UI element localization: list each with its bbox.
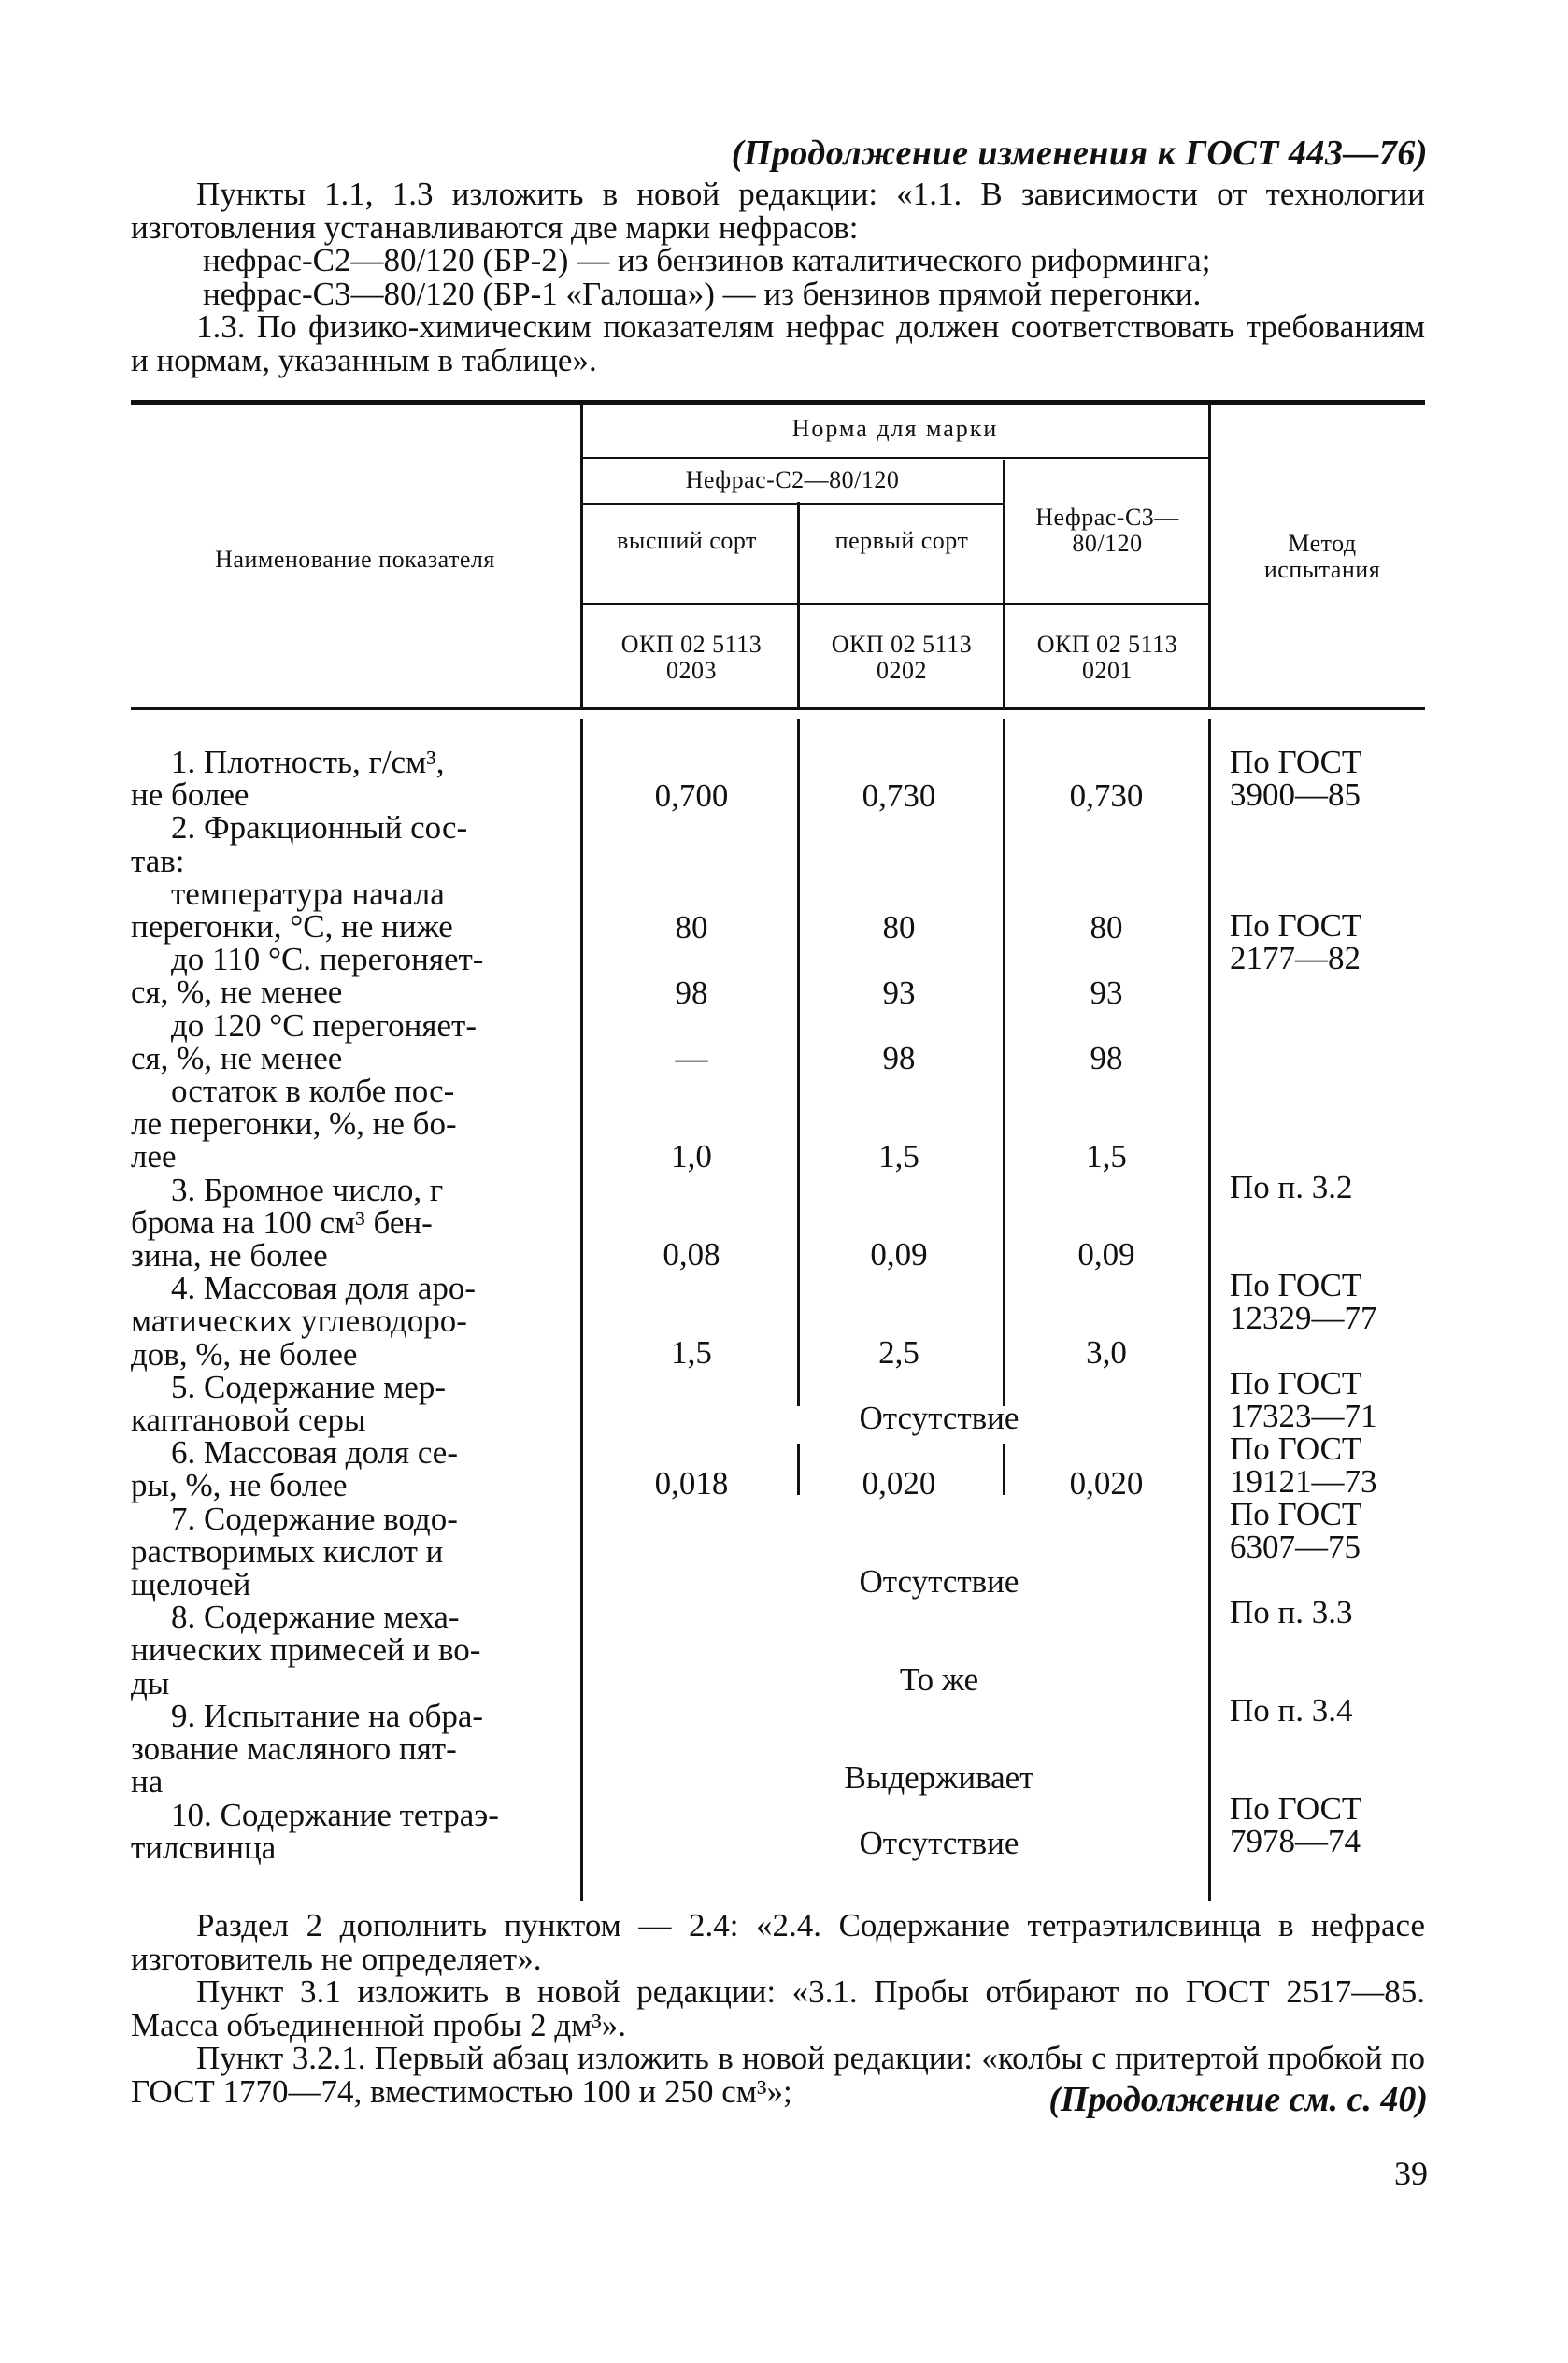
indicator-line: на (131, 1763, 164, 1801)
value-cell: 1,5 (671, 1334, 712, 1371)
indicator-line: тав: (131, 842, 185, 879)
column-divider (1003, 460, 1005, 707)
value-cell: 0,09 (1077, 1236, 1135, 1273)
indicator-line: щелочей (131, 1566, 251, 1603)
value-cell: 1,0 (671, 1138, 712, 1174)
indicator-line: зование масляного пят- (131, 1730, 457, 1768)
outro-paragraph: Пункт 3.2.1. Первый абзац изложить в новой редакции: «колбы с притертой пробкой по ГОСТ 1770—74, вместимостью 100 и 250 см³»; (131, 2040, 1425, 2110)
indicator-line: остаток в колбе пос- (171, 1073, 455, 1110)
column-divider (1208, 405, 1211, 707)
header-okp: ОКП 02 5113 0202 (831, 631, 973, 684)
intro-item: нефрас-С2—80/120 (БР-2) — из бензинов каталитического риформинга; (203, 242, 1211, 278)
method-cell: 7978—74 (1230, 1823, 1361, 1859)
indicator-line: матических углеводоро- (131, 1302, 467, 1340)
value-span: Отсутствие (859, 1825, 1019, 1861)
outro-paragraph: Раздел 2 дополнить пунктом — 2.4: «2.4. Содержание тетраэтилсвинца в нефрасе изготовитель не определяет». (131, 1907, 1425, 1977)
indicator-line: до 110 °С. перегоняет- (171, 941, 484, 978)
indicator-line: ся, %, не менее (131, 974, 343, 1011)
indicator-line: температура начала (171, 875, 445, 912)
value-cell: 98 (675, 975, 708, 1011)
header-name-column: Наименование показателя (215, 546, 495, 573)
indicator-line: перегонки, °С, не ниже (131, 908, 453, 946)
indicator-line: дов, %, не более (131, 1335, 358, 1373)
value-cell: 1,5 (1086, 1138, 1127, 1174)
header-divider (582, 603, 1208, 605)
indicator-line: 2. Фракционный сос- (171, 809, 468, 847)
method-cell: По ГОСТ (1230, 1431, 1362, 1467)
indicator-line: 8. Содержание меха- (171, 1599, 460, 1636)
value-cell: 1,5 (878, 1138, 919, 1174)
value-cell: 0,020 (1069, 1465, 1144, 1502)
value-span: Выдерживает (844, 1759, 1034, 1796)
indicator-line: 4. Массовая доля аро- (171, 1270, 477, 1307)
method-cell: По ГОСТ (1230, 1496, 1362, 1532)
method-cell: По ГОСТ (1230, 1365, 1362, 1402)
header-method: Метод испытания (1263, 530, 1381, 583)
method-cell: 12329—77 (1230, 1300, 1377, 1336)
table-header-rule (131, 707, 1425, 710)
header-grade-first: первый сорт (834, 527, 969, 554)
header-okp: ОКП 02 5113 0201 (1036, 631, 1178, 684)
indicator-line: тилсвинца (131, 1829, 277, 1866)
indicator-line: 5. Содержание мер- (171, 1368, 446, 1405)
value-cell: 3,0 (1086, 1334, 1127, 1371)
method-cell: По ГОСТ (1230, 1267, 1362, 1303)
column-divider (1003, 1444, 1005, 1495)
indicator-line: 7. Содержание водо- (171, 1500, 458, 1537)
running-head: (Продолжение изменения к ГОСТ 443—76) (731, 134, 1428, 173)
indicator-line: каптановой серы (131, 1402, 366, 1439)
header-divider (582, 457, 1208, 459)
indicator-line: 6. Массовая доля се- (171, 1434, 458, 1472)
indicator-line: 3. Бромное число, г (171, 1171, 444, 1208)
method-cell: По ГОСТ (1230, 744, 1362, 780)
value-span: То же (899, 1661, 979, 1698)
value-cell: 0,09 (870, 1236, 928, 1273)
column-divider (797, 1444, 800, 1495)
value-cell: 0,730 (862, 777, 936, 814)
method-cell: По ГОСТ (1230, 907, 1362, 944)
method-cell: По п. 3.4 (1230, 1692, 1353, 1729)
method-cell: По п. 3.2 (1230, 1169, 1353, 1205)
indicator-line: ры, %, не более (131, 1467, 348, 1504)
value-cell: 0,020 (862, 1465, 936, 1502)
indicator-line: до 120 °С перегоняет- (171, 1006, 477, 1044)
column-divider (580, 405, 583, 707)
value-cell: 0,700 (654, 777, 729, 814)
indicator-line: лее (131, 1138, 177, 1175)
indicator-line: ся, %, не менее (131, 1039, 343, 1076)
method-cell: 19121—73 (1230, 1463, 1377, 1500)
column-divider (797, 502, 800, 707)
method-cell: 6307—75 (1230, 1529, 1361, 1565)
method-cell: 17323—71 (1230, 1398, 1377, 1434)
intro-paragraph: 1.3. По физико-химическим показателям нефрас должен соответствовать требованиям и нормам, указанным в таблице». (131, 308, 1425, 378)
indicator-names (131, 746, 533, 1864)
value-cell: 98 (882, 1040, 916, 1076)
intro-paragraph: Пункты 1.1, 1.3 изложить в новой редакции: «1.1. В зависимости от технологии изготовления устанавливаются две марки нефрасов: (131, 176, 1425, 246)
header-norm-group: Норма для марки (791, 415, 999, 442)
column-divider (1208, 719, 1211, 1901)
value-cell: 80 (1090, 909, 1123, 946)
indicator-line: 9. Испытание на обра- (171, 1697, 484, 1734)
intro-item: нефрас-С3—80/120 (БР-1 «Галоша») — из бензинов прямой перегонки. (203, 275, 1202, 312)
value-span: Отсутствие (859, 1563, 1019, 1600)
indicator-line: не более (131, 776, 249, 814)
value-cell: 93 (882, 975, 916, 1011)
indicator-line: брома на 100 см³ бен- (131, 1203, 433, 1241)
value-cell: 93 (1090, 975, 1123, 1011)
value-span: Отсутствие (859, 1400, 1019, 1436)
indicator-line: зина, не более (131, 1237, 328, 1274)
indicator-line: 1. Плотность, г/см³, (171, 744, 445, 780)
header-okp: ОКП 02 5113 0203 (620, 631, 763, 684)
value-cell: — (675, 1040, 708, 1076)
indicator-line: 10. Содержание тетраэ- (171, 1796, 499, 1833)
method-cell: 3900—85 (1230, 776, 1361, 813)
value-cell: 0,018 (654, 1465, 729, 1502)
header-nefras-c2: Нефрас-С2—80/120 (685, 466, 900, 493)
method-cell: По ГОСТ (1230, 1790, 1362, 1827)
method-cell: По п. 3.3 (1230, 1594, 1353, 1630)
column-divider (1003, 719, 1005, 1406)
indicator-line: ды (131, 1664, 170, 1701)
header-nefras-c3: Нефрас-С3—80/120 (1035, 504, 1179, 557)
header-divider (582, 503, 1003, 505)
table-top-rule (131, 400, 1425, 405)
value-cell: 2,5 (878, 1334, 919, 1371)
value-cell: 80 (675, 909, 708, 946)
indicator-line: нических примесей и во- (131, 1631, 481, 1669)
value-cell: 80 (882, 909, 916, 946)
header-grade-top: высший сорт (617, 527, 757, 554)
value-cell: 0,08 (663, 1236, 720, 1273)
indicator-line: растворимых кислот и (131, 1532, 444, 1570)
method-cell: 2177—82 (1230, 940, 1361, 976)
value-cell: 98 (1090, 1040, 1123, 1076)
column-divider (797, 719, 800, 1406)
continued-note: (Продолжение см. с. 40) (1048, 2080, 1428, 2119)
outro-paragraph: Пункт 3.1 изложить в новой редакции: «3.1. Пробы отбирают по ГОСТ 2517—85. Масса объединенной пробы 2 дм³». (131, 1973, 1425, 2043)
indicator-line: ле перегонки, %, не бо- (131, 1105, 457, 1143)
column-divider (580, 719, 583, 1901)
page-number: 39 (1394, 2155, 1428, 2192)
value-cell: 0,730 (1069, 777, 1144, 814)
intro-text (131, 178, 1425, 377)
